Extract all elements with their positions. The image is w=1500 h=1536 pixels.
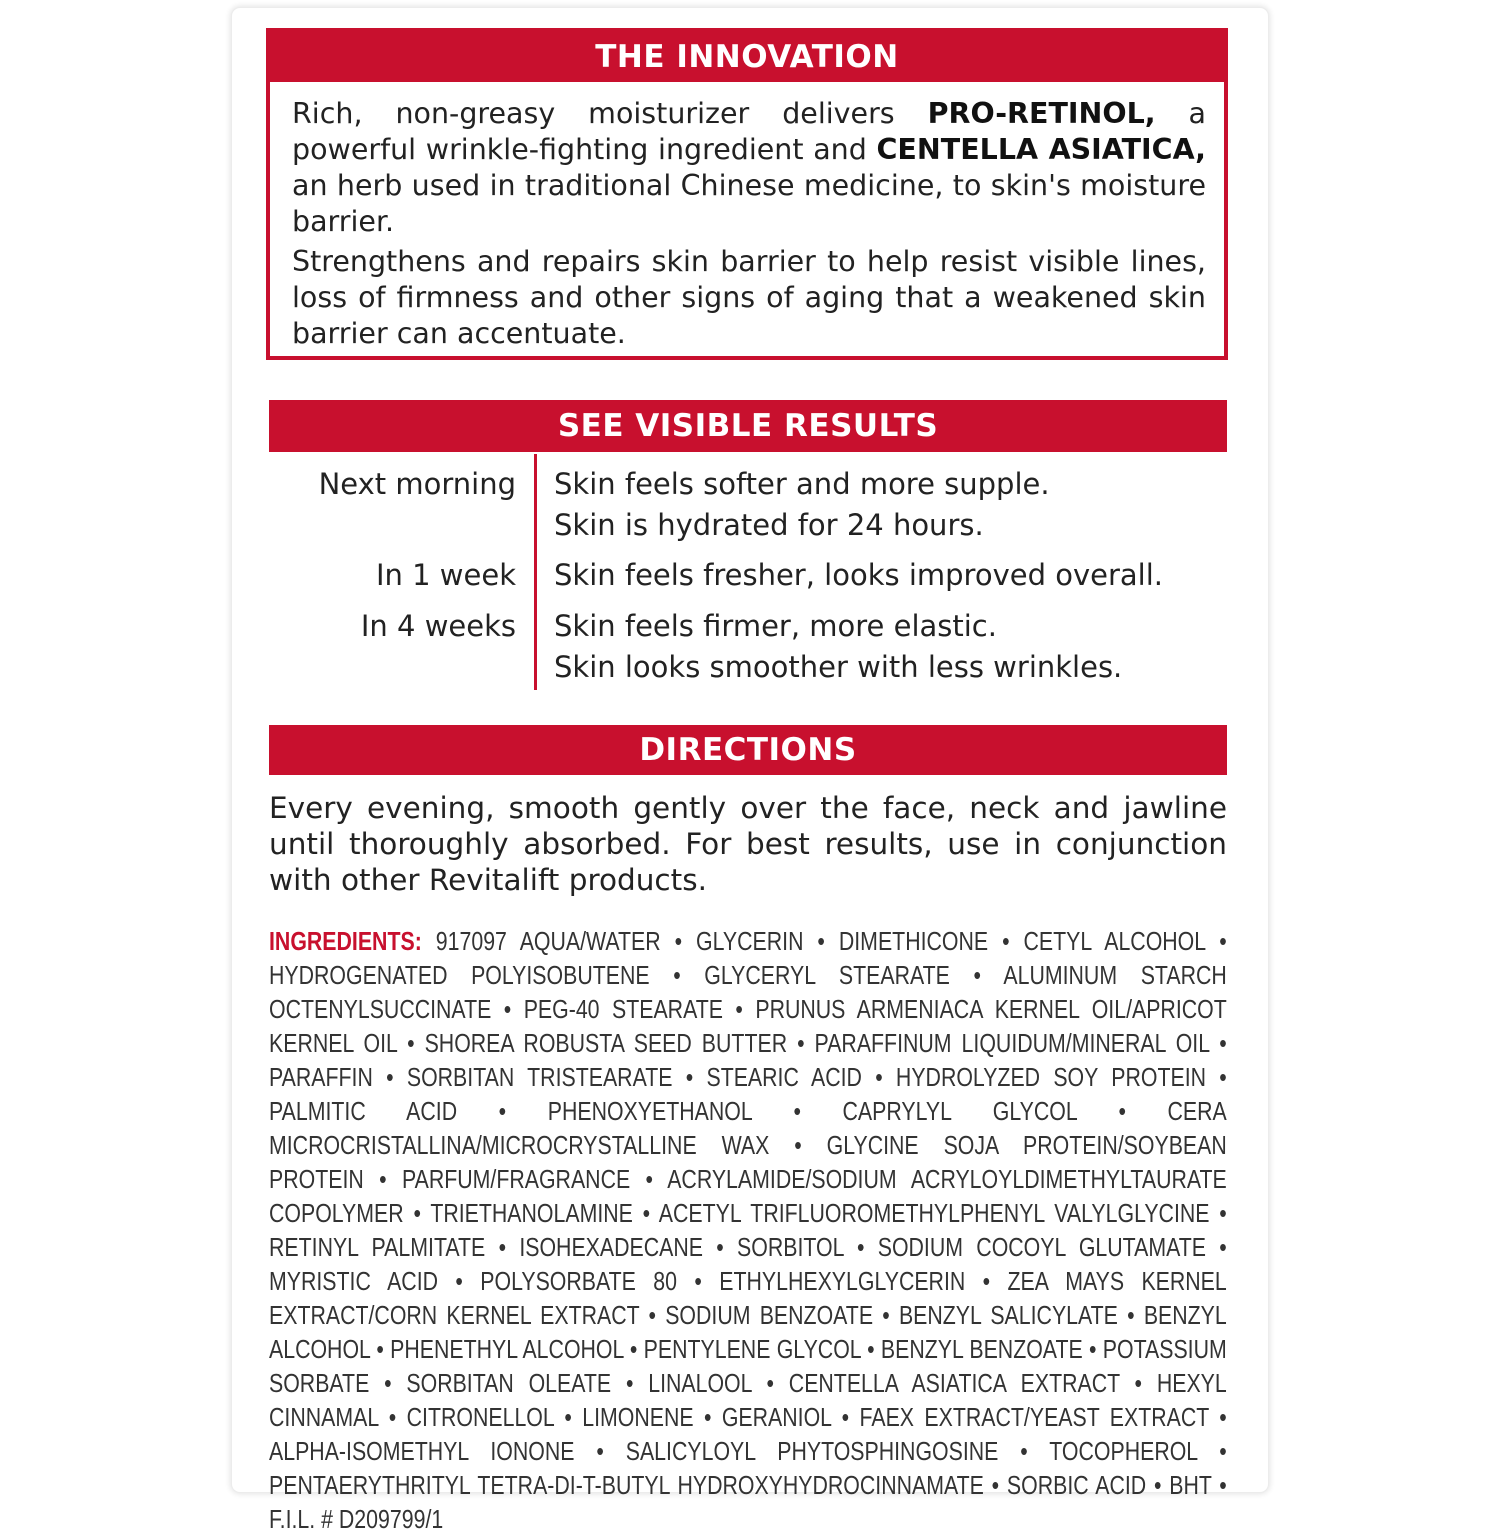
innovation-paragraph-2: Strengthens and repairs skin barrier to help resist visible lines, loss of firmness and other signs of aging that a weakened skin barrier can accentuate. <box>292 245 1206 350</box>
results-row-line: Skin is hydrated for 24 hours. <box>554 508 984 542</box>
innovation-paragraph-1 <box>292 96 1206 240</box>
innovation-text-part: an herb used in traditional Chinese medicine, to skin's moisture barrier. <box>292 169 1206 238</box>
results-divider <box>534 454 537 690</box>
pro-retinol-highlight: PRO-RETINOL, <box>927 97 1156 130</box>
results-row-line: Skin feels fresher, looks improved overall. <box>554 558 1163 592</box>
ingredients-label: INGREDIENTS: <box>269 926 422 956</box>
centella-asiatica-highlight: CENTELLA ASIATICA, <box>876 133 1206 166</box>
results-row-label: In 4 weeks <box>360 609 516 643</box>
results-row-line: Skin looks smoother with less wrinkles. <box>554 650 1123 684</box>
results-row-line: Skin feels firmer, more elastic. <box>554 609 997 643</box>
ingredients-list <box>269 924 1227 1536</box>
results-row-line: Skin feels softer and more supple. <box>554 467 1050 501</box>
ingredients-text: 917097 AQUA/WATER • GLYCERIN • DIMETHICONE • CETYL ALCOHOL • HYDROGENATED POLYISOBUTENE • GLYCERYL STEARATE • ALUMINUM STARCH OCTENYLSUCCINATE • PEG-40 STEARATE • PRUNUS ARMENIACA KERNEL OIL/APRICOT KERNEL OIL • SHOREA ROBUSTA SEED BUTTER • PARAFFINUM LIQUIDUM/MINERAL OIL • PARAFFIN • SORBITAN TRISTEARATE • STEARIC ACID • HYDROLYZED SOY PROTEIN • PALMITIC ACID • PHENOXYETHANOL • CAPRYLYL GLYCOL • CERA MICROCRISTALLINA/MICROCRYSTALLINE WAX • GLYCINE SOJA PROTEIN/SOYBEAN PROTEIN • PARFUM/FRAGRANCE • ACRYLAMIDE/SODIUM ACRYLOYLDIMETHYLTAURATE COPOLYMER • TRIETHANOLAMINE • ACETYL TRIFLUOROMETHYLPHENYL VALYLGLYCINE • RETINYL PALMITATE • ISOHEXADECANE • SORBITOL • SODIUM COCOYL GLUTAMATE • MYRISTIC ACID • POLYSORBATE 80 • ETHYLHEXYLGLYCERIN • ZEA MAYS KERNEL EXTRACT/CORN KERNEL EXTRACT • SODIUM BENZOATE • BENZYL SALICYLATE • BENZYL ALCOHOL • PHENETHYL ALCOHOL • PENTYLENE GLYCOL • BENZYL BENZOATE • POTASSIUM SORBATE • SORBITAN OLEATE • LINALOOL • CENTELLA ASIATICA EXTRACT • HEXYL CINNAMAL • CITRONELLOL • LIMONENE • GERANIOL • FAEX EXTRACT/YEAST EXTRACT • ALPHA-ISOMETHYL IONONE • SALICYLOYL PHYTOSPHINGOSINE • TOCOPHEROL • PENTAERYTHRITYL TETRA-DI-T-BUTYL HYDROXYHYDROCINNAMATE • SORBIC ACID • BHT • F.I.L. # D209799/1 <box>269 926 1227 1534</box>
innovation-text-part: Rich, non-greasy moisturizer delivers <box>292 97 928 130</box>
directions-text: Every evening, smooth gently over the face, neck and jawline until thoroughly absorbed. For best results, use in conjunction with other Revitalift products. <box>269 791 1227 897</box>
results-title: SEE VISIBLE RESULTS <box>269 400 1227 452</box>
results-row-label: Next morning <box>318 467 516 501</box>
innovation-title: THE INNOVATION <box>270 32 1224 82</box>
innovation-text-part: a powerful wrinkle-fighting ingredient and <box>292 97 1206 166</box>
directions-title: DIRECTIONS <box>269 725 1227 775</box>
innovation-text <box>292 96 1206 352</box>
results-row-label: In 1 week <box>375 558 516 592</box>
